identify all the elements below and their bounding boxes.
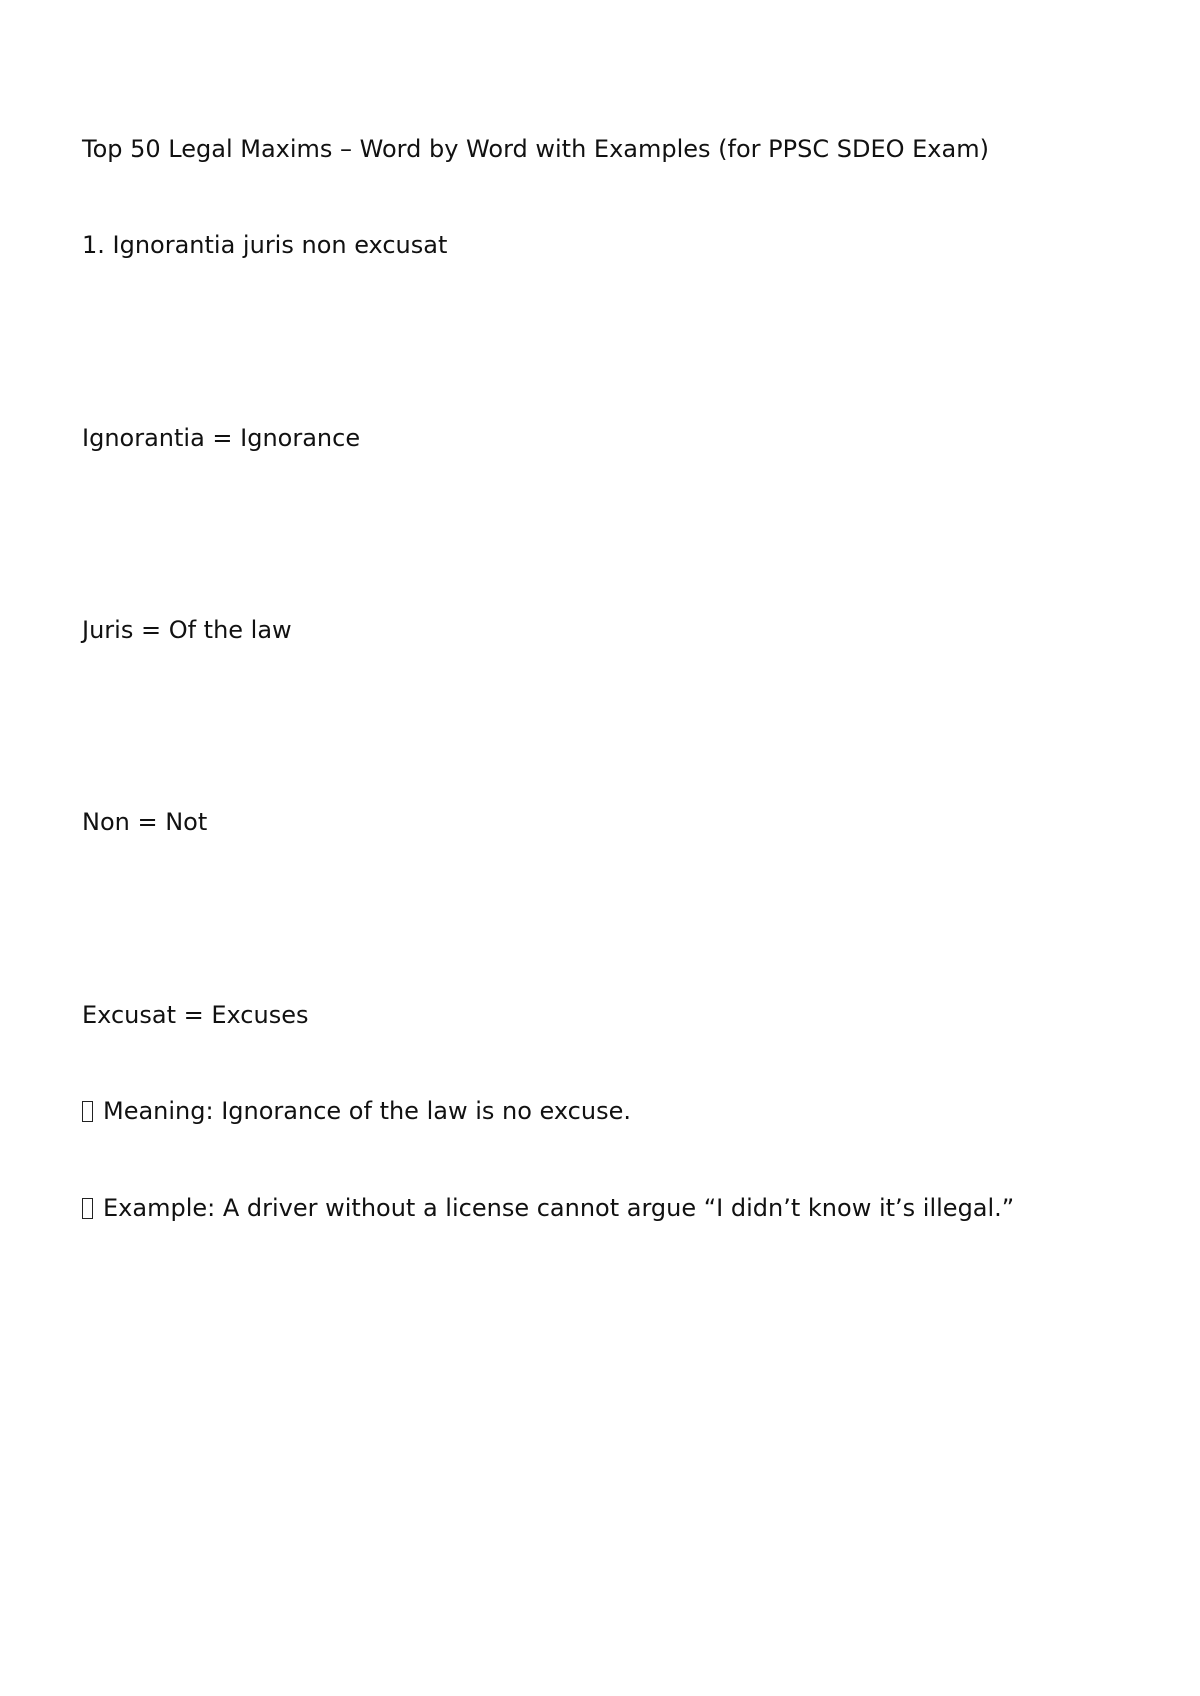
example-line bbox=[82, 1192, 1014, 1224]
meaning-text: Meaning: Ignorance of the law is no excuse. bbox=[103, 1097, 631, 1125]
document-title: Top 50 Legal Maxims – Word by Word with Examples (for PPSC SDEO Exam) bbox=[82, 135, 989, 163]
maxim-heading: 1. Ignorantia juris non excusat bbox=[82, 231, 448, 259]
example-text: Example: A driver without a license cannot argue “I didn’t know it’s illegal.” bbox=[103, 1194, 1015, 1222]
missing-glyph-icon bbox=[82, 1101, 93, 1122]
word-breakdown-item: Ignorantia = Ignorance bbox=[82, 424, 361, 452]
missing-glyph-icon bbox=[82, 1198, 93, 1219]
word-breakdown-item: Non = Not bbox=[82, 808, 208, 836]
word-breakdown-item: Juris = Of the law bbox=[82, 616, 292, 644]
word-breakdown-item: Excusat = Excuses bbox=[82, 1001, 309, 1029]
meaning-line bbox=[82, 1095, 631, 1127]
